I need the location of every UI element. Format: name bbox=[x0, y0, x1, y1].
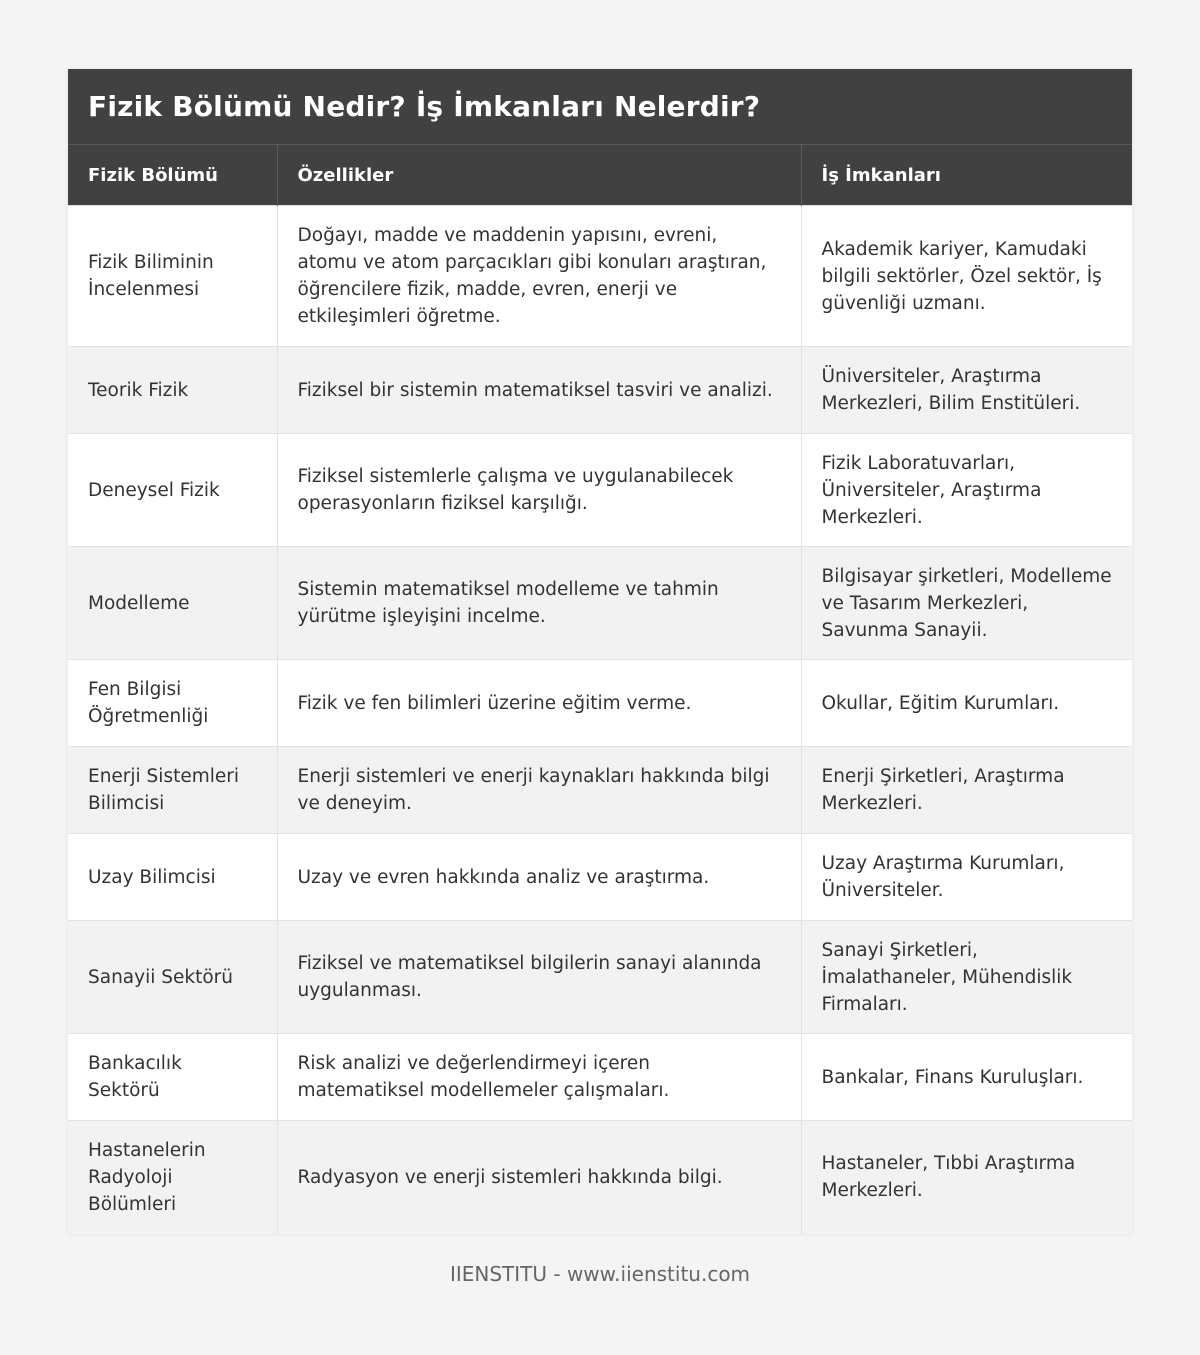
cell-department: Fen Bilgisi Öğretmenliği bbox=[68, 660, 277, 747]
table-row bbox=[68, 347, 1132, 434]
table-row bbox=[68, 434, 1132, 547]
table-row bbox=[68, 747, 1132, 834]
cell-department: Deneysel Fizik bbox=[68, 434, 277, 547]
table-row bbox=[68, 1034, 1132, 1121]
cell-department: Modelleme bbox=[68, 547, 277, 660]
table-row bbox=[68, 547, 1132, 660]
column-header-department: Fizik Bölümü bbox=[68, 145, 277, 206]
cell-features: Fizik ve fen bilimleri üzerine eğitim verme. bbox=[277, 660, 801, 747]
cell-features: Uzay ve evren hakkında analiz ve araştırma. bbox=[277, 834, 801, 921]
cell-features: Sistemin matematiksel modelleme ve tahmin yürütme işleyişini incelme. bbox=[277, 547, 801, 660]
cell-jobs: Okullar, Eğitim Kurumları. bbox=[801, 660, 1132, 747]
table-row bbox=[68, 1121, 1132, 1234]
cell-features: Radyasyon ve enerji sistemleri hakkında bilgi. bbox=[277, 1121, 801, 1234]
cell-features: Doğayı, madde ve maddenin yapısını, evreni, atomu ve atom parçacıkları gibi konuları araştıran, öğrencilere fizik, madde, evren, enerji ve etkileşimleri öğretme. bbox=[277, 206, 801, 347]
cell-features: Fiziksel bir sistemin matematiksel tasviri ve analizi. bbox=[277, 347, 801, 434]
cell-department: Bankacılık Sektörü bbox=[68, 1034, 277, 1121]
cell-jobs: Fizik Laboratuvarları, Üniversiteler, Araştırma Merkezleri. bbox=[801, 434, 1132, 547]
cell-features: Fiziksel sistemlerle çalışma ve uygulanabilecek operasyonların fiziksel karşılığı. bbox=[277, 434, 801, 547]
table-header bbox=[68, 145, 1132, 206]
cell-department: Uzay Bilimcisi bbox=[68, 834, 277, 921]
table-row bbox=[68, 660, 1132, 747]
cell-jobs: Üniversiteler, Araştırma Merkezleri, Bilim Enstitüleri. bbox=[801, 347, 1132, 434]
cell-jobs: Bankalar, Finans Kuruluşları. bbox=[801, 1034, 1132, 1121]
cell-department: Hastanelerin Radyoloji Bölümleri bbox=[68, 1121, 277, 1234]
career-table bbox=[68, 144, 1132, 1234]
table-title: Fizik Bölümü Nedir? İş İmkanları Nelerdir? bbox=[68, 69, 1132, 144]
table-row bbox=[68, 206, 1132, 347]
cell-jobs: Enerji Şirketleri, Araştırma Merkezleri. bbox=[801, 747, 1132, 834]
cell-jobs: Uzay Araştırma Kurumları, Üniversiteler. bbox=[801, 834, 1132, 921]
cell-features: Fiziksel ve matematiksel bilgilerin sanayi alanında uygulanması. bbox=[277, 921, 801, 1034]
table-body bbox=[68, 206, 1132, 1234]
cell-department: Fizik Biliminin İncelenmesi bbox=[68, 206, 277, 347]
column-header-jobs: İş İmkanları bbox=[801, 145, 1132, 206]
cell-department: Sanayii Sektörü bbox=[68, 921, 277, 1034]
cell-department: Enerji Sistemleri Bilimcisi bbox=[68, 747, 277, 834]
table-card bbox=[68, 69, 1132, 1234]
footer-credit: IIENSTITU - www.iienstitu.com bbox=[449, 1262, 751, 1286]
cell-jobs: Sanayi Şirketleri, İmalathaneler, Mühendislik Firmaları. bbox=[801, 921, 1132, 1034]
cell-jobs: Bilgisayar şirketleri, Modelleme ve Tasarım Merkezleri, Savunma Sanayii. bbox=[801, 547, 1132, 660]
cell-jobs: Hastaneler, Tıbbi Araştırma Merkezleri. bbox=[801, 1121, 1132, 1234]
table-row bbox=[68, 834, 1132, 921]
cell-features: Risk analizi ve değerlendirmeyi içeren matematiksel modellemeler çalışmaları. bbox=[277, 1034, 801, 1121]
cell-department: Teorik Fizik bbox=[68, 347, 277, 434]
column-header-features: Özellikler bbox=[277, 145, 801, 206]
table-row bbox=[68, 921, 1132, 1034]
cell-features: Enerji sistemleri ve enerji kaynakları hakkında bilgi ve deneyim. bbox=[277, 747, 801, 834]
cell-jobs: Akademik kariyer, Kamudaki bilgili sektörler, Özel sektör, İş güvenliği uzmanı. bbox=[801, 206, 1132, 347]
